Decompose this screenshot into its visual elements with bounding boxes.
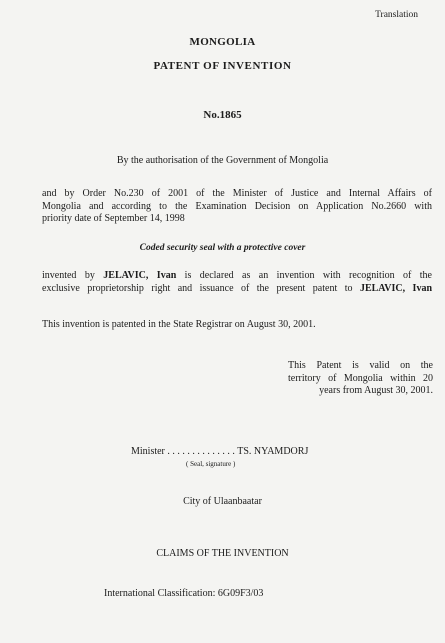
registrar-statement: This invention is patented in the State Registrar on August 30, 2001.: [42, 319, 316, 330]
validity-line: This Patent is valid on the: [288, 360, 433, 371]
validity-paragraph: [288, 360, 433, 398]
validity-line: years from August 30, 2001.: [319, 385, 433, 396]
inventor-prefix: invented by: [42, 270, 104, 281]
owner-line: [42, 283, 432, 296]
claims-heading: CLAIMS OF THE INVENTION: [156, 548, 289, 559]
validity-line: territory of Mongolia within 20: [288, 372, 433, 384]
invention-name: Coded security seal with a protective cover: [139, 243, 306, 253]
city-line: City of Ulaanbaatar: [183, 496, 262, 507]
minister-signature-line: Minister . . . . . . . . . . . . . . TS. NYAMDORJ: [131, 446, 309, 457]
order-line: and by Order No.230 of 2001 of the Minister of Justice and Internal Affairs of: [42, 188, 432, 199]
owner-name: JELAVIC, Ivan: [359, 282, 432, 294]
seal-signature-note: ( Seal, signature ): [186, 460, 236, 468]
country-heading: MONGOLIA: [189, 36, 256, 48]
authorisation-statement: By the authorisation of the Government of Mongolia: [116, 155, 329, 166]
international-classification: International Classification: 6G09F3/03: [104, 588, 264, 599]
inventor-middle: is declared as an invention with recognition of the: [176, 270, 432, 281]
document-title: PATENT OF INVENTION: [153, 60, 292, 72]
order-line: Mongolia and according to the Examination Decision on Application No.2660 with: [42, 200, 432, 212]
patent-number: No.1865: [203, 109, 242, 121]
inventor-name: JELAVIC, Ivan: [103, 270, 177, 281]
inventor-line: [42, 270, 432, 283]
owner-prefix: exclusive proprietorship right and issuance of the present patent to: [42, 282, 360, 294]
translation-label: Translation: [375, 10, 418, 20]
order-paragraph: [42, 188, 432, 226]
order-line: priority date of September 14, 1998: [42, 213, 185, 224]
inventor-paragraph: [42, 270, 432, 295]
